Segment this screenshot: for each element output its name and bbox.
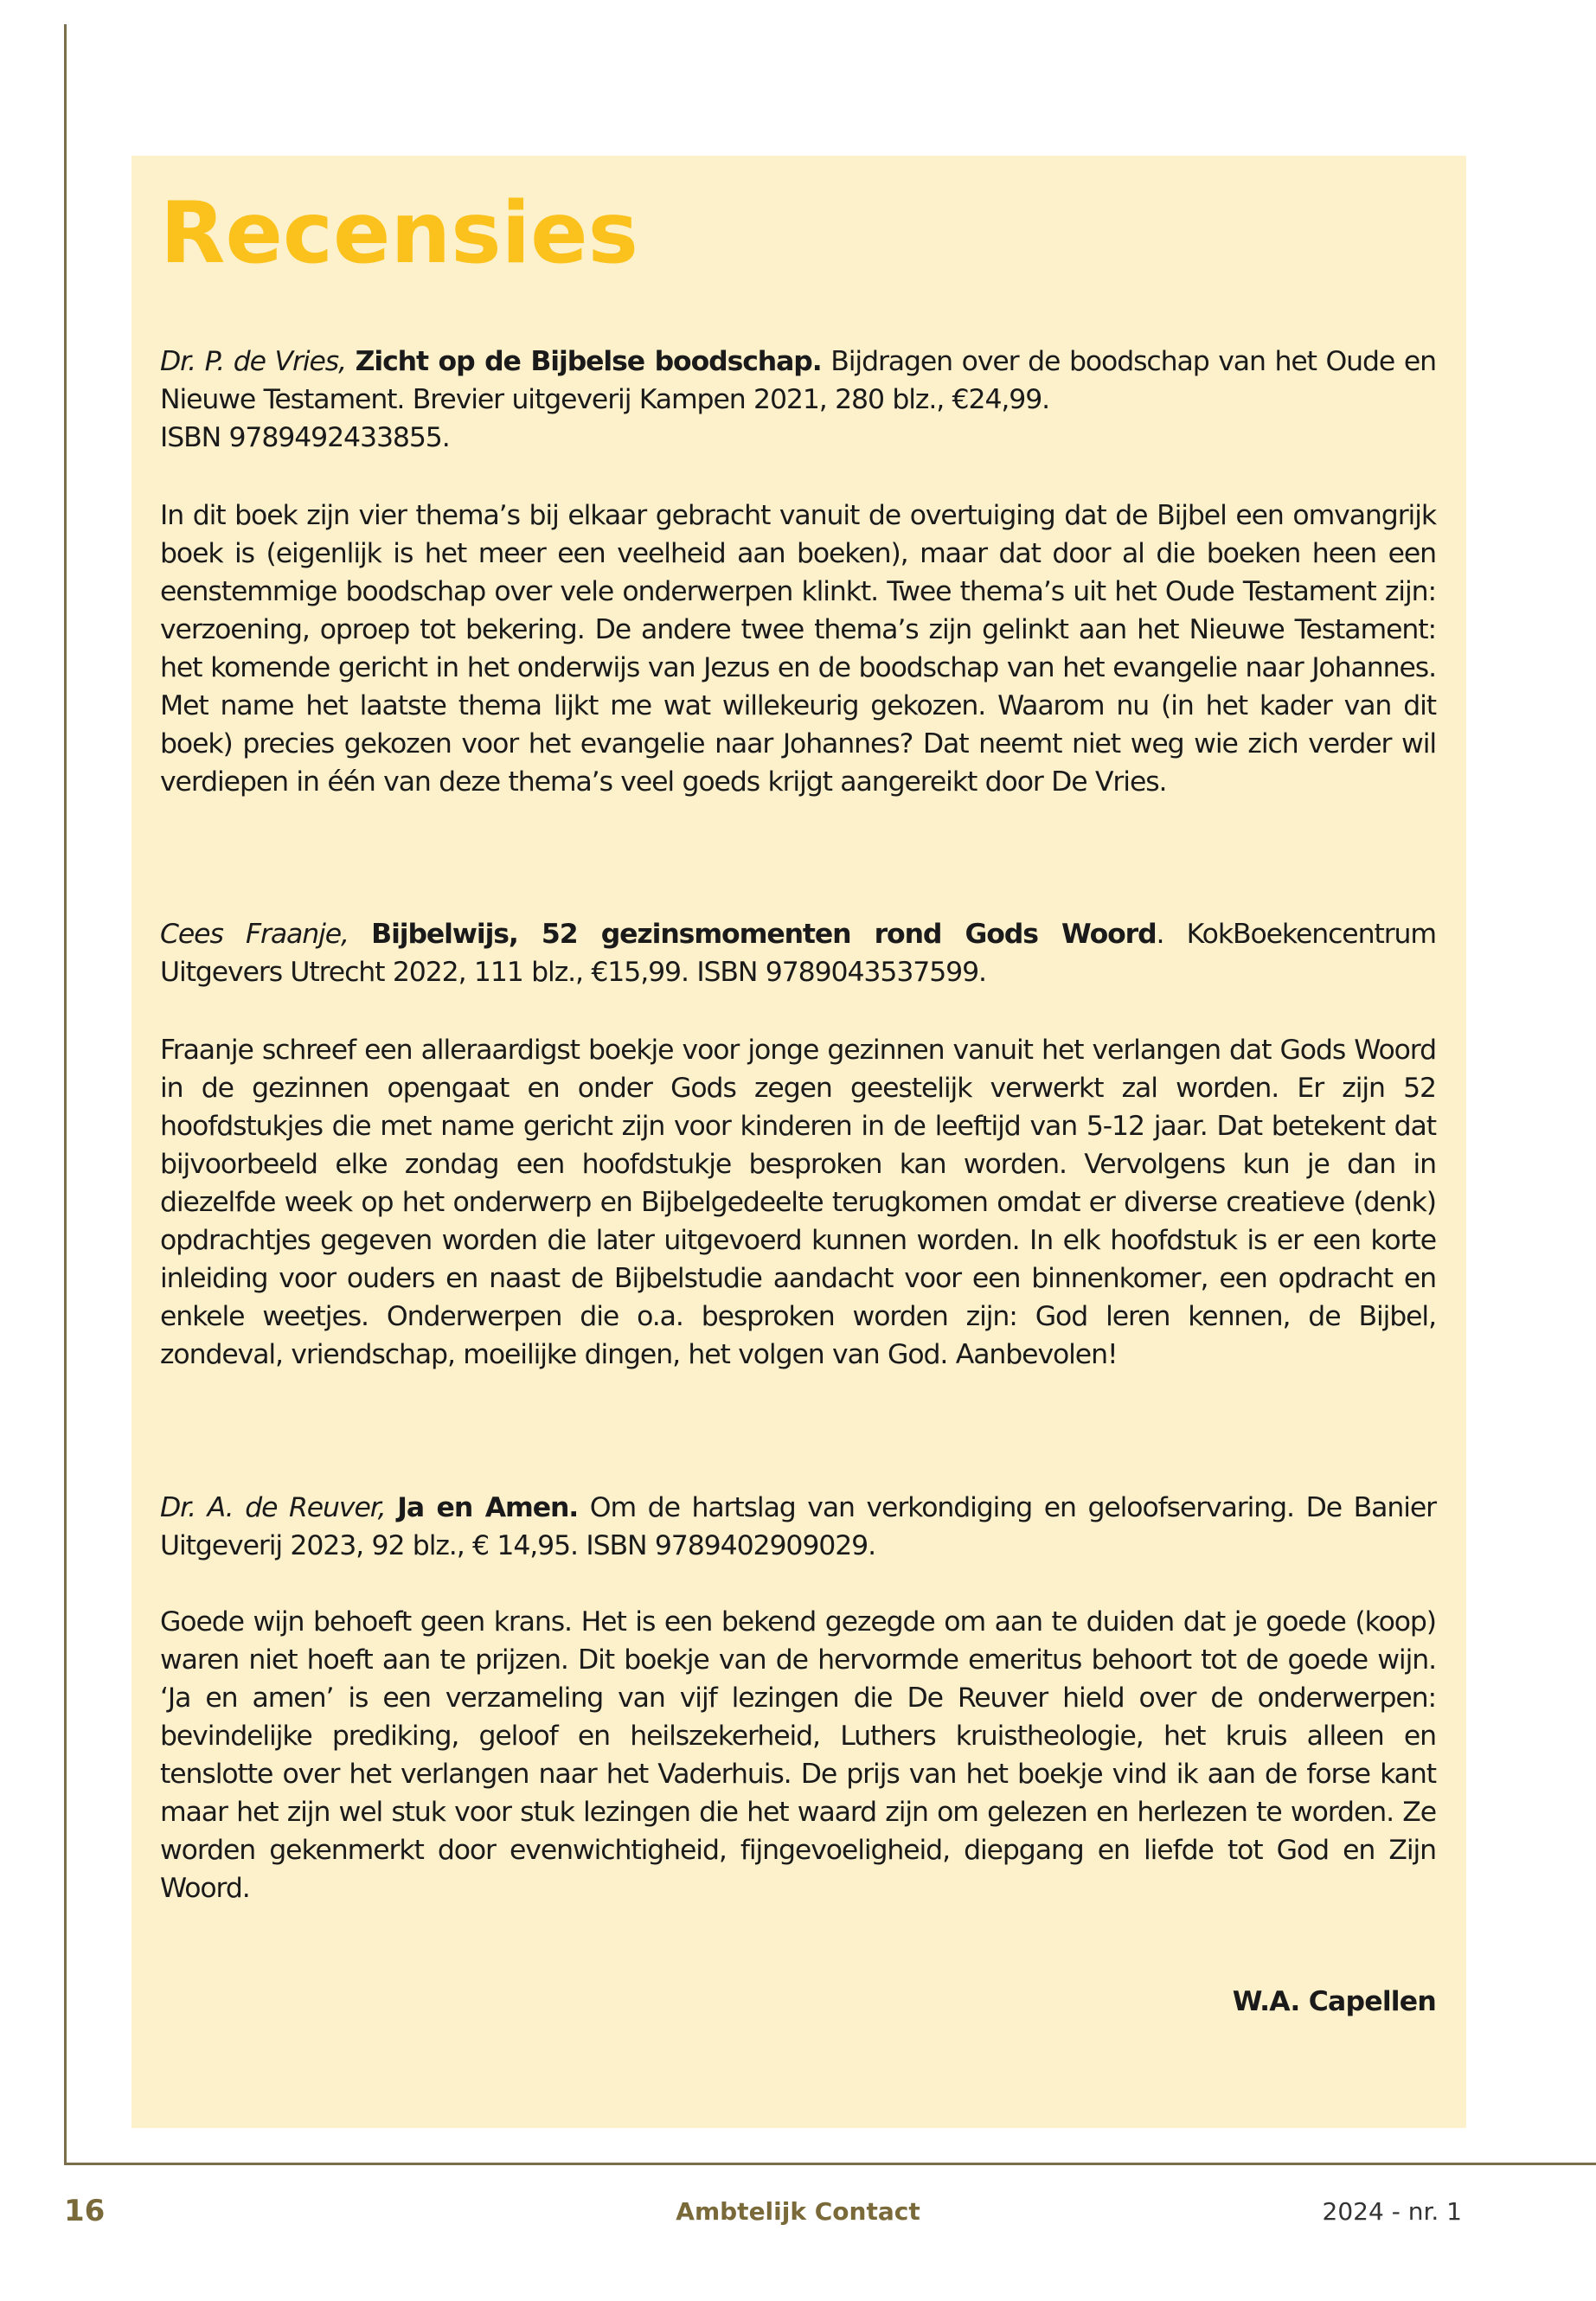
footer-rule [64,2163,1596,2165]
left-margin-rule [64,24,67,2165]
page-number: 16 [64,2194,106,2228]
review-3-author: Dr. A. de Reuver, [160,1492,386,1523]
review-3-details: Om de hartslag van verkondiging en geloofservaring. De Banier Uitgeverij 2023, 92 blz., € 14,95. ISBN 9789402909029. [160,1492,1436,1561]
review-2-details: . KokBoekencentrum Uitgevers Utrecht 2022, 111 blz., €15,99. ISBN 9789043537599. [160,919,1436,988]
review-3-title: Ja en Amen. [397,1492,579,1523]
review-1-title: Zicht op de Bijbelse boodschap. [355,346,822,377]
magazine-name: Ambtelijk Contact [676,2197,920,2226]
issue-label: 2024 - nr. 1 [1322,2197,1462,2226]
review-1-body: In dit boek zijn vier thema’s bij elkaar gebracht vanuit de overtuiging dat de Bijbel een omvangrijk boek is (eigenlijk is het meer een veelheid aan boeken), maar dat door al die boeken heen een eenstemmige boodschap over vele onderwerpen klinkt. Twee thema’s uit het Oude Testament zijn: verzoening, oproep tot bekering. De andere twee thema’s zijn gelinkt aan het Nieuwe Testament: het komende gericht in het onderwijs van Jezus en de boodschap van het evangelie naar Johannes. Met name het laatste thema lijkt me wat willekeurig gekozen. Waarom nu (in het kader van dit boek) precies gekozen voor het evangelie naar Johannes? Dat neemt niet weg wie zich verder wil verdiepen in één van deze thema’s veel goeds krijgt aangereikt door De Vries. [160,500,1436,798]
review-1-author: Dr. P. de Vries, [160,346,347,377]
review-3-body: Goede wijn behoeft geen krans. Het is een bekend gezegde om aan te duiden dat je goede (koop) waren niet hoeft aan te prijzen. Dit boekje van de hervormde emeritus behoort tot de goede wijn. ‘Ja en amen’ is een verzameling van vijf lezingen die De Reuver hield over de onderwerpen: bevindelijke prediking, geloof en heilszekerheid, Luthers kruistheologie, het kruis alleen en tenslotte over het verlangen naar het Vaderhuis. De prijs van het boekje vind ik aan de forse kant maar het zijn wel stuk voor stuk lezingen die het waard zijn om gelezen en herlezen te worden. Ze worden gekenmerkt door evenwichtigheid, fijngevoeligheid, diepgang en liefde tot God en Zijn Woord. [160,1606,1436,1904]
review-2-author: Cees Fraanje, [160,919,349,950]
review-2-citation [160,915,1436,991]
review-3-citation [160,1489,1436,1565]
page-title: Recensies [160,184,638,283]
review-1-citation [160,343,1436,457]
reviewer-signature: W.A. Capellen [1232,1986,1436,2017]
review-1-isbn: ISBN 9789492433855. [160,422,450,453]
review-2-title: Bijbelwijs, 52 gezinsmomenten rond Gods Woord [371,919,1157,950]
review-2-body: Fraanje schreef een alleraardigst boekje voor jonge gezinnen vanuit het verlangen dat Gods Woord in de gezinnen opengaat en onder Gods zegen geestelijk verwerkt zal worden. Er zijn 52 hoofdstukjes die met name gericht zijn voor kinderen in de leeftijd van 5-12 jaar. Dat betekent dat bijvoorbeeld elke zondag een hoofdstukje besproken kan worden. Vervolgens kun je dan in diezelfde week op het onderwerp en Bijbelgedeelte terugkomen omdat er diverse creatieve (denk) opdrachtjes gegeven worden die later uitgevoerd kunnen worden. In elk hoofdstuk is er een korte inleiding voor ouders en naast de Bijbelstudie aandacht voor een binnenkomer, een opdracht en enkele weetjes. Onderwerpen die o.a. besproken worden zijn: God leren kennen, de Bijbel, zondeval, vriendschap, moeilijke dingen, het volgen van God. Aanbevolen! [160,1035,1436,1370]
review-1-details: Bijdragen over de boodschap van het Oude en Nieuwe Testament. Brevier uitgeverij Kampen 2021, 280 blz., €24,99. [160,346,1436,415]
